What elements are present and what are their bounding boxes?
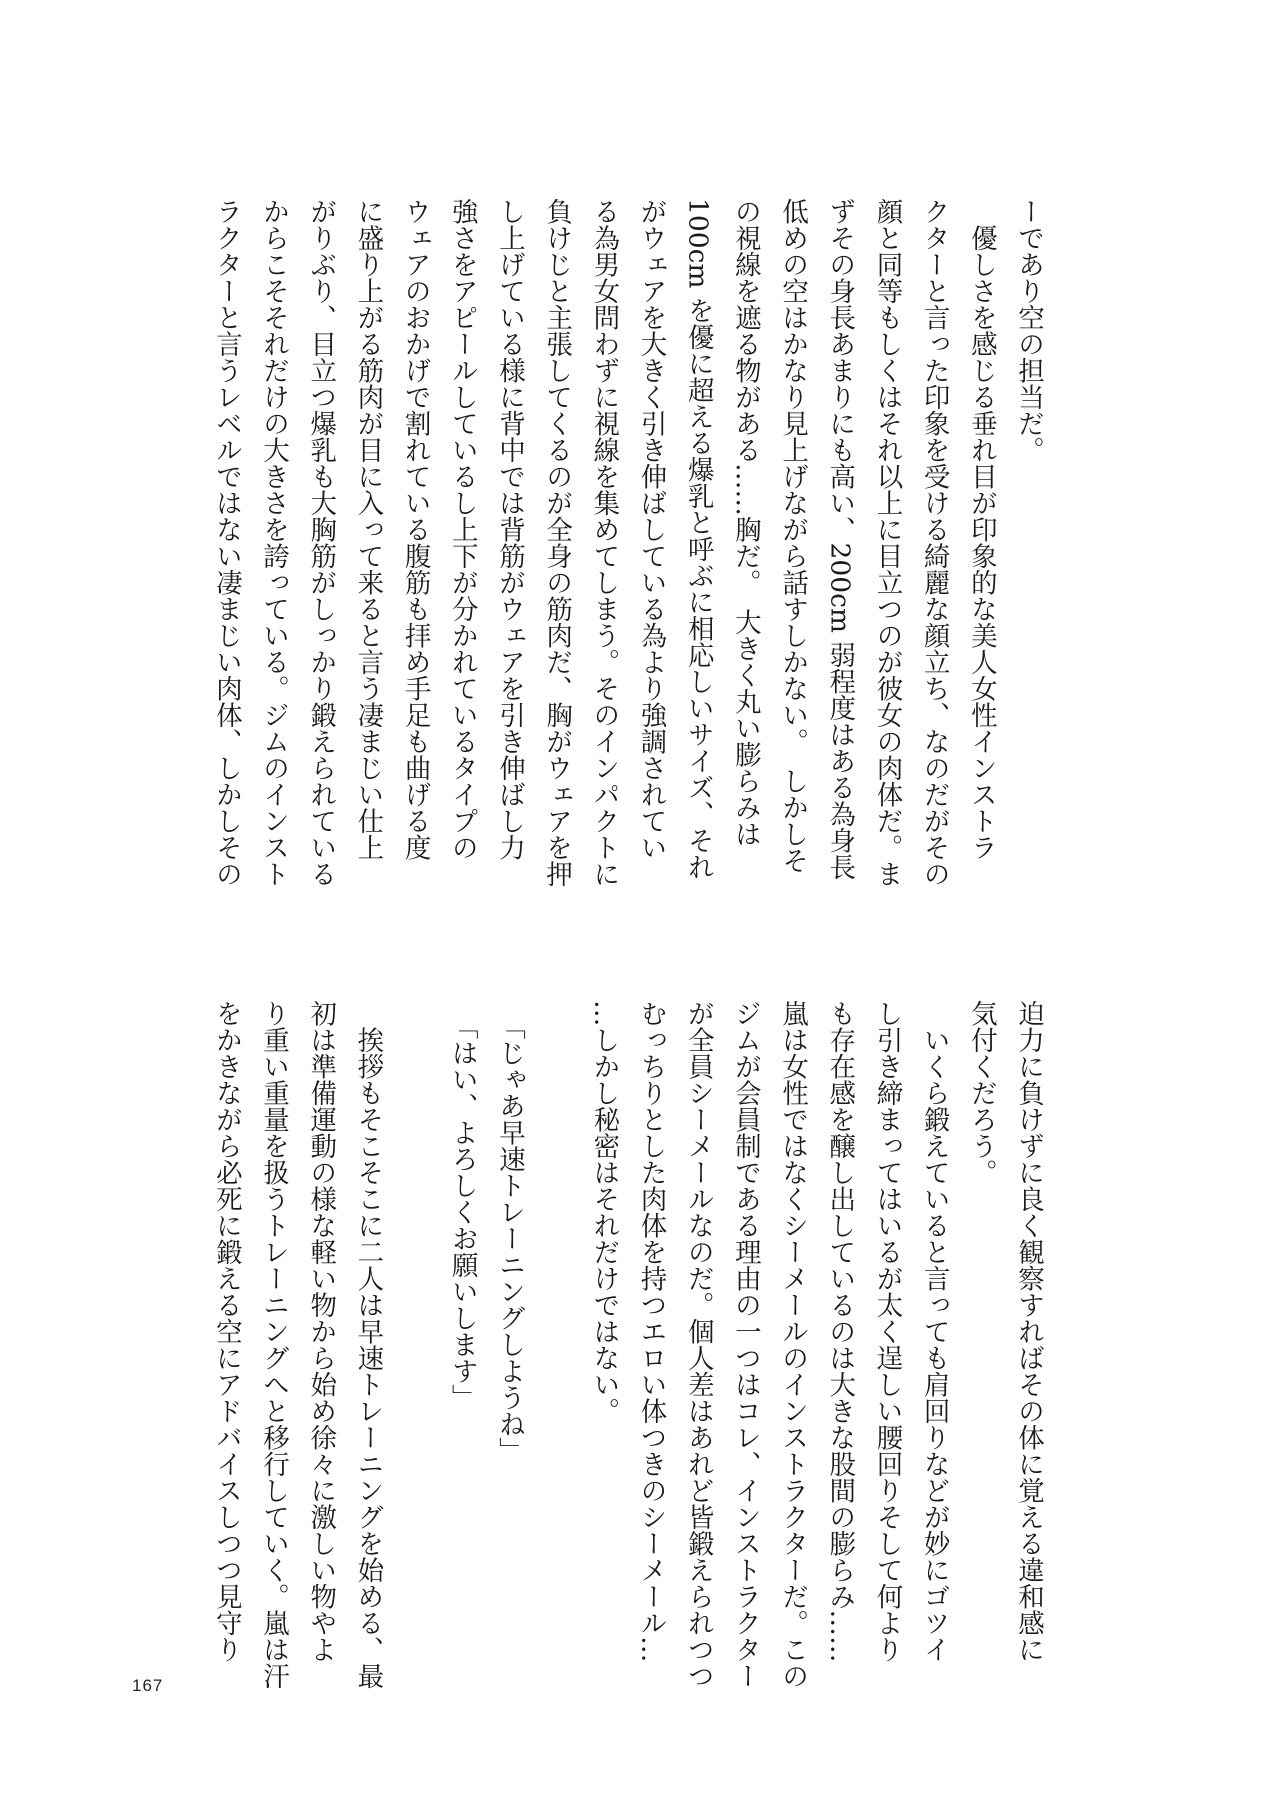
text-line: が全員シーメールなのだ。個人差はあれど皆鍛えられつつ — [682, 1000, 714, 1689]
text-line: クターと言った印象を受ける綺麗な顔立ち、なのだがその — [918, 198, 950, 887]
text-line: り重い重量を扱うトレーニングへと移行していく。嵐は汗 — [258, 1000, 289, 1689]
text-line: がウェアを大きく引き伸ばしている為より強調されてい — [635, 198, 667, 861]
text-line: し引き締まってはいるが太く逞しい腰回りそして何より — [871, 1000, 903, 1663]
text-line: 迫力に負けずに良く観察すればその体に覚える違和感に — [1013, 1000, 1044, 1663]
text-line — [391, 1000, 438, 1672]
text-line: の視線を遮る物がある……胸だ。 大きく丸い膨らみは — [729, 198, 761, 848]
text-line: ジムが会員制である理由の一つはコレ、インストラクター — [729, 1000, 761, 1689]
text-line: ウェアのおかげで割れている腹筋も拝め手足も曲げる度 — [399, 198, 431, 861]
text-line: 気付くだろう。 — [965, 1000, 997, 1186]
text-line: ーであり空の担当だ。 — [1013, 198, 1044, 463]
text-line: をかきながら必死に鍛える空にアドバイスしつつ見守り — [210, 1000, 242, 1663]
text-block-bottom — [202, 1000, 1052, 1689]
text-line: し上げている様に背中では背筋がウェアを引き伸ばし力 — [493, 198, 525, 861]
text-line: 「じゃあ早速トレーニングしようね」 — [493, 1000, 525, 1464]
text-line: も存在感を醸し出しているのは大きな股間の膨らみ…… — [824, 1000, 856, 1663]
text-line: …しかし秘密はそれだけではない。 — [588, 1000, 620, 1424]
text-line: がりぶり、目立つ爆乳も大胸筋がしっかり鍛えられている — [305, 198, 337, 887]
page-number: 167 — [132, 1676, 164, 1695]
text-line: 嵐は女性ではなくシーメールのインストラクターだ。この — [777, 1000, 809, 1689]
text-line: に盛り上がる筋肉が目に入って来ると言う凄まじい仕上 — [352, 198, 384, 861]
text-line: 初は準備運動の様な軽い物から始め徐々に激しい物やよ — [305, 1000, 337, 1663]
text-line: 低めの空はかなり見上げながら話すしかない。 しかしそ — [777, 198, 809, 874]
text-line: いくら鍛えていると言っても肩回りなどが妙にゴツイ — [918, 1000, 950, 1663]
text-line: 挨拶もそこそこに二人は早速トレーニングを始める、最 — [352, 1000, 384, 1689]
text-line: る為男女問わずに視線を集めてしまう。そのインパクトに — [588, 198, 620, 887]
text-line: ずその身長あまりにも高い、200cm 弱程度はある為身長 — [824, 198, 856, 880]
text-line: 優しさを感じる垂れ目が印象的な美人女性インストラ — [965, 198, 997, 861]
text-line: 100cm を優に超える爆乳と呼ぶに相応しいサイズ、それ — [682, 198, 714, 880]
text-line: からこそそれだけの大きさを誇っている。ジムのインスト — [258, 198, 289, 887]
text-line: 負けじと主張してくるのが全身の筋肉だ、胸がウェアを押 — [541, 198, 573, 887]
text-line: 強さをアピールしているし上下が分かれているタイプの — [446, 198, 478, 861]
text-line: 「はい、よろしくお願いします」 — [446, 1000, 478, 1411]
text-line: むっちりとした肉体を持つエロい体つきのシーメール… — [635, 1000, 667, 1663]
text-line: ラクターと言うレベルではない凄まじい肉体、しかしその — [210, 198, 242, 887]
text-block-top — [202, 198, 1052, 887]
text-line: 顔と同等もしくはそれ以上に目立つのが彼女の肉体だ。ま — [871, 198, 903, 887]
text-line — [533, 1000, 580, 1672]
